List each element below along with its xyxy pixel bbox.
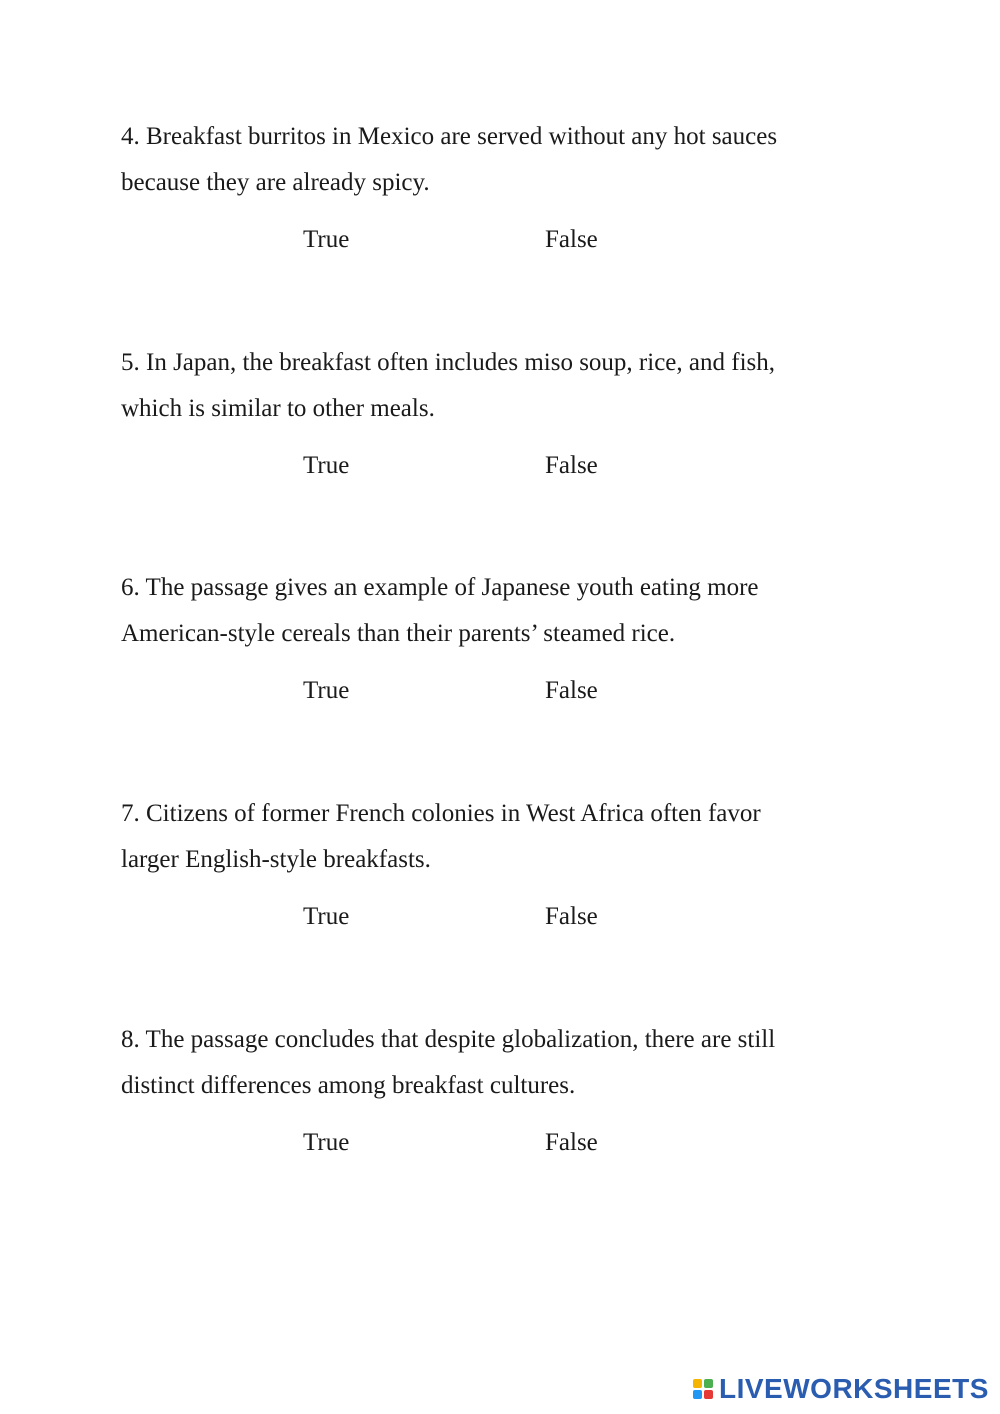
question-8 (121, 1017, 881, 1163)
question-text-line: 7. Citizens of former French colonies in West Africa often favor (121, 800, 761, 827)
false-option[interactable]: False (545, 1129, 598, 1156)
question-text-line: distinct differences among breakfast cultures. (121, 1072, 576, 1099)
question-text-line: which is similar to other meals. (121, 395, 435, 422)
true-option[interactable]: True (303, 677, 350, 704)
answer-options (121, 897, 881, 937)
answer-options (121, 220, 881, 260)
logo-grid-icon (693, 1379, 713, 1399)
question-6 (121, 565, 881, 711)
logo-text: LIVEWORKSHEETS (719, 1373, 989, 1404)
false-option[interactable]: False (545, 903, 598, 930)
answer-options (121, 446, 881, 486)
question-text-line: larger English-style breakfasts. (121, 846, 431, 873)
false-option[interactable]: False (545, 452, 598, 479)
question-text-line: because they are already spicy. (121, 169, 430, 196)
logo-square (704, 1379, 713, 1388)
question-4 (121, 114, 881, 260)
true-option[interactable]: True (303, 903, 350, 930)
question-7 (121, 791, 881, 937)
question-text-line: American-style cereals than their parents’ steamed rice. (121, 620, 676, 647)
false-option[interactable]: False (545, 677, 598, 704)
question-text-line: 5. In Japan, the breakfast often includes miso soup, rice, and fish, (121, 349, 775, 376)
question-5 (121, 340, 881, 486)
true-option[interactable]: True (303, 1129, 350, 1156)
liveworksheets-logo (693, 1373, 989, 1405)
logo-square (704, 1390, 713, 1399)
logo-square (693, 1379, 702, 1388)
answer-options (121, 1123, 881, 1163)
logo-square (693, 1390, 702, 1399)
true-option[interactable]: True (303, 226, 350, 253)
question-text-line: 6. The passage gives an example of Japanese youth eating more (121, 574, 759, 601)
question-text-line: 4. Breakfast burritos in Mexico are served without any hot sauces (121, 123, 778, 150)
false-option[interactable]: False (545, 226, 598, 253)
answer-options (121, 671, 881, 711)
true-option[interactable]: True (303, 452, 350, 479)
question-text-line: 8. The passage concludes that despite globalization, there are still (121, 1026, 776, 1053)
